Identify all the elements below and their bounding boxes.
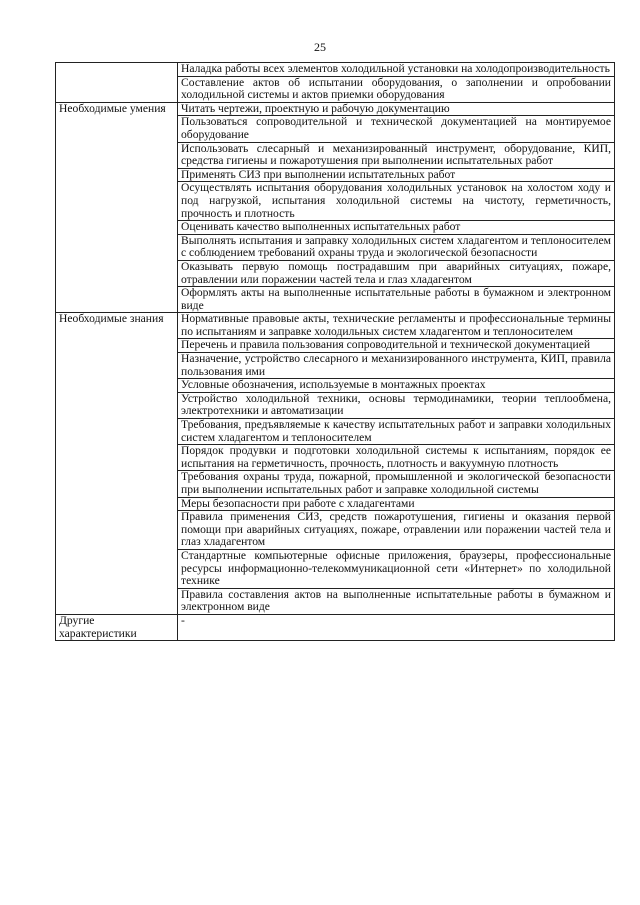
requirement-item: Стандартные компьютерные офисные приложения, браузеры, профессиональные ресурсы информационно-телекоммуникационной сети «Интернет» по холодильной технике (178, 549, 615, 588)
requirement-item: Выполнять испытания и заправку холодильных систем хладагентом и теплоносителем с соблюдением требований охраны труда и экологической безопасности (178, 234, 615, 260)
requirement-item: Правила применения СИЗ, средств пожаротушения, гигиены и оказания первой помощи при аварийных ситуациях, пожаре, отравлении или поражении частей тела и глаз хладагентом (178, 511, 615, 550)
requirement-item: Оказывать первую помощь пострадавшим при аварийных ситуациях, пожаре, отравлении или поражении частей тела и глаз хладагентом (178, 260, 615, 286)
row-category-label: Другие характеристики (56, 614, 178, 640)
row-category-label: Необходимые умения (56, 102, 178, 313)
requirement-item: Применять СИЗ при выполнении испытательных работ (178, 168, 615, 182)
requirement-item: Осуществлять испытания оборудования холодильных установок на холостом ходу и под нагрузкой, испытания холодильной системы на чистоту, герметичность, прочность и плотность (178, 182, 615, 221)
requirement-item: Наладка работы всех элементов холодильной установки на холодопроизводительность (178, 63, 615, 77)
requirement-item: Требования охраны труда, пожарной, промышленной и экологической безопасности при выполнении испытательных работ и заправке холодильной системы (178, 471, 615, 497)
table-row (56, 102, 615, 116)
requirement-item: Перечень и правила пользования сопроводительной и технической документацией (178, 339, 615, 353)
requirement-item: Меры безопасности при работе с хладагентами (178, 497, 615, 511)
requirement-item: Устройство холодильной техники, основы термодинамики, теории теплообмена, электротехники и автоматизации (178, 392, 615, 418)
requirement-item: Условные обозначения, используемые в монтажных проектах (178, 379, 615, 393)
requirement-item: - (178, 614, 615, 640)
competency-table (55, 62, 615, 641)
requirement-item: Назначение, устройство слесарного и механизированного инструмента, КИП, правила пользования ими (178, 353, 615, 379)
table-row (56, 63, 615, 77)
requirement-item: Составление актов об испытании оборудования, о заполнении и опробовании холодильной системы и актов приемки оборудования (178, 76, 615, 102)
requirement-item: Требования, предъявляемые к качеству испытательных работ и заправки холодильных систем хладагентом и теплоносителем (178, 419, 615, 445)
requirement-item: Читать чертежи, проектную и рабочую документацию (178, 102, 615, 116)
requirement-item: Нормативные правовые акты, технические регламенты и профессиональные термины по испытаниям и заправке холодильных систем хладагентом и теплоносителем (178, 313, 615, 339)
competency-table-body (56, 63, 615, 641)
row-category-label: Необходимые знания (56, 313, 178, 615)
requirement-item: Оформлять акты на выполненные испытательные работы в бумажном и электронном виде (178, 287, 615, 313)
table-row (56, 614, 615, 640)
requirement-item: Пользоваться сопроводительной и технической документацией на монтируемое оборудование (178, 116, 615, 142)
page-number: 25 (314, 40, 326, 54)
row-category-label (56, 63, 178, 103)
requirement-item: Использовать слесарный и механизированный инструмент, оборудование, КИП, средства гигиены и пожаротушения при выполнении испытательных работ (178, 142, 615, 168)
requirement-item: Порядок продувки и подготовки холодильной системы к испытаниям, порядок ее испытания на герметичность, прочность, плотность и вакуумную плотность (178, 445, 615, 471)
table-row (56, 313, 615, 339)
requirement-item: Оценивать качество выполненных испытательных работ (178, 221, 615, 235)
requirement-item: Правила составления актов на выполненные испытательные работы в бумажном и электронном виде (178, 588, 615, 614)
